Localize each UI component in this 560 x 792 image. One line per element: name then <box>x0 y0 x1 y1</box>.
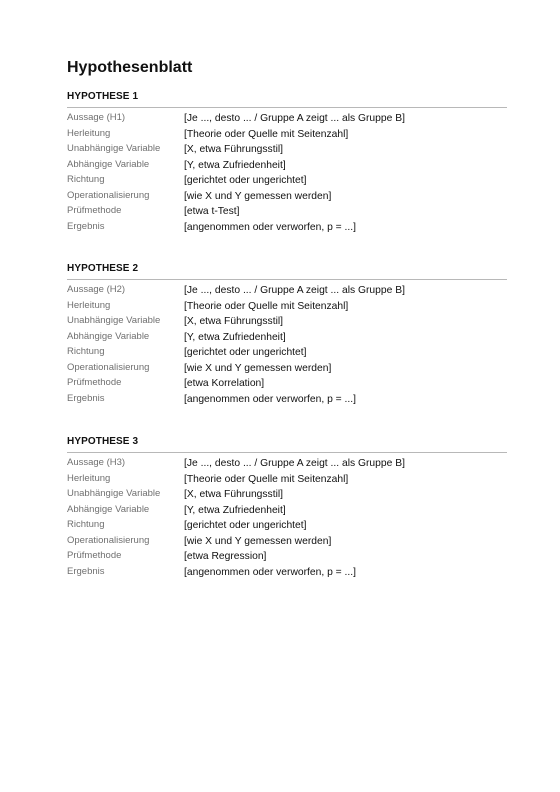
field-value: [Je ..., desto ... / Gruppe A zeigt ... als Gruppe B] <box>184 113 405 124</box>
field-label: Operationalisierung <box>67 189 150 201</box>
section-heading: HYPOTHESE 1 <box>67 91 507 108</box>
field-value: [angenommen oder verworfen, p = ...] <box>184 566 356 578</box>
field-value: [angenommen oder verworfen, p = ...] <box>184 393 356 405</box>
field-label: Prüfmethode <box>67 205 122 216</box>
field-label: Aussage (H2) <box>67 284 126 295</box>
field-value: [gerichtet oder ungerichtet] <box>184 175 307 186</box>
field-label: Prüfmethode <box>67 550 122 561</box>
field-value: [X, etwa Führungsstil] <box>184 316 284 327</box>
field-label: Ergebnis <box>67 220 105 232</box>
field-row-abhaengige-variable <box>67 504 507 520</box>
field-row-richtung <box>67 519 507 535</box>
page-title: Hypothesenblatt <box>67 59 193 76</box>
field-label: Ergebnis <box>67 565 105 577</box>
field-value: [gerichtet oder ungerichtet] <box>184 347 307 358</box>
field-row-ergebnis <box>67 221 507 237</box>
field-label: Herleitung <box>67 127 111 139</box>
field-value: [wie X und Y gemessen werden] <box>184 535 332 547</box>
field-row-unabhaengige-variable <box>67 315 507 331</box>
field-value: [wie X und Y gemessen werden] <box>184 362 332 374</box>
field-value: [etwa t-Test] <box>184 206 240 217</box>
field-value: [Y, etwa Zufriedenheit] <box>184 331 286 343</box>
field-list <box>67 112 507 236</box>
field-value: [Y, etwa Zufriedenheit] <box>184 504 286 516</box>
field-row-aussage <box>67 112 507 128</box>
field-label: Richtung <box>67 519 105 530</box>
field-value: [angenommen oder verworfen, p = ...] <box>184 221 356 233</box>
field-row-pruefmethode <box>67 377 507 393</box>
field-value: [etwa Korrelation] <box>184 378 265 389</box>
hypothesis-section-2 <box>67 263 507 408</box>
field-row-pruefmethode <box>67 205 507 221</box>
field-value: [gerichtet oder ungerichtet] <box>184 520 307 531</box>
field-value: [Je ..., desto ... / Gruppe A zeigt ... als Gruppe B] <box>184 458 405 469</box>
field-value: [etwa Regression] <box>184 551 267 562</box>
field-row-operationalisierung <box>67 190 507 206</box>
field-label: Abhängige Variable <box>67 158 150 170</box>
hypothesis-section-1 <box>67 91 507 236</box>
field-row-unabhaengige-variable <box>67 488 507 504</box>
field-row-herleitung <box>67 128 507 144</box>
field-label: Unabhängige Variable <box>67 315 161 326</box>
field-value: [X, etwa Führungsstil] <box>184 144 284 155</box>
field-value: [Theorie oder Quelle mit Seitenzahl] <box>184 128 349 140</box>
field-row-abhaengige-variable <box>67 331 507 347</box>
section-heading: HYPOTHESE 2 <box>67 263 507 280</box>
field-label: Richtung <box>67 174 105 185</box>
field-row-abhaengige-variable <box>67 159 507 175</box>
field-row-operationalisierung <box>67 535 507 551</box>
field-value: [Theorie oder Quelle mit Seitenzahl] <box>184 473 349 485</box>
field-label: Aussage (H1) <box>67 112 126 123</box>
field-row-herleitung <box>67 300 507 316</box>
section-heading: HYPOTHESE 3 <box>67 436 507 453</box>
field-row-pruefmethode <box>67 550 507 566</box>
field-value: [Je ..., desto ... / Gruppe A zeigt ... als Gruppe B] <box>184 285 405 296</box>
field-list <box>67 457 507 581</box>
field-row-operationalisierung <box>67 362 507 378</box>
field-label: Abhängige Variable <box>67 503 150 515</box>
field-row-ergebnis <box>67 566 507 582</box>
field-row-unabhaengige-variable <box>67 143 507 159</box>
field-value: [Y, etwa Zufriedenheit] <box>184 159 286 171</box>
field-value: [wie X und Y gemessen werden] <box>184 190 332 202</box>
field-label: Unabhängige Variable <box>67 488 161 499</box>
field-row-aussage <box>67 457 507 473</box>
field-label: Operationalisierung <box>67 361 150 373</box>
field-row-richtung <box>67 174 507 190</box>
field-label: Aussage (H3) <box>67 457 126 468</box>
field-row-herleitung <box>67 473 507 489</box>
hypothesis-section-3 <box>67 436 507 581</box>
field-label: Prüfmethode <box>67 377 122 388</box>
field-value: [X, etwa Führungsstil] <box>184 489 284 500</box>
field-row-ergebnis <box>67 393 507 409</box>
field-value: [Theorie oder Quelle mit Seitenzahl] <box>184 300 349 312</box>
field-label: Abhängige Variable <box>67 330 150 342</box>
field-label: Unabhängige Variable <box>67 143 161 154</box>
field-label: Ergebnis <box>67 392 105 404</box>
field-row-aussage <box>67 284 507 300</box>
field-row-richtung <box>67 346 507 362</box>
field-label: Operationalisierung <box>67 534 150 546</box>
field-list <box>67 284 507 408</box>
field-label: Herleitung <box>67 299 111 311</box>
field-label: Herleitung <box>67 472 111 484</box>
field-label: Richtung <box>67 346 105 357</box>
